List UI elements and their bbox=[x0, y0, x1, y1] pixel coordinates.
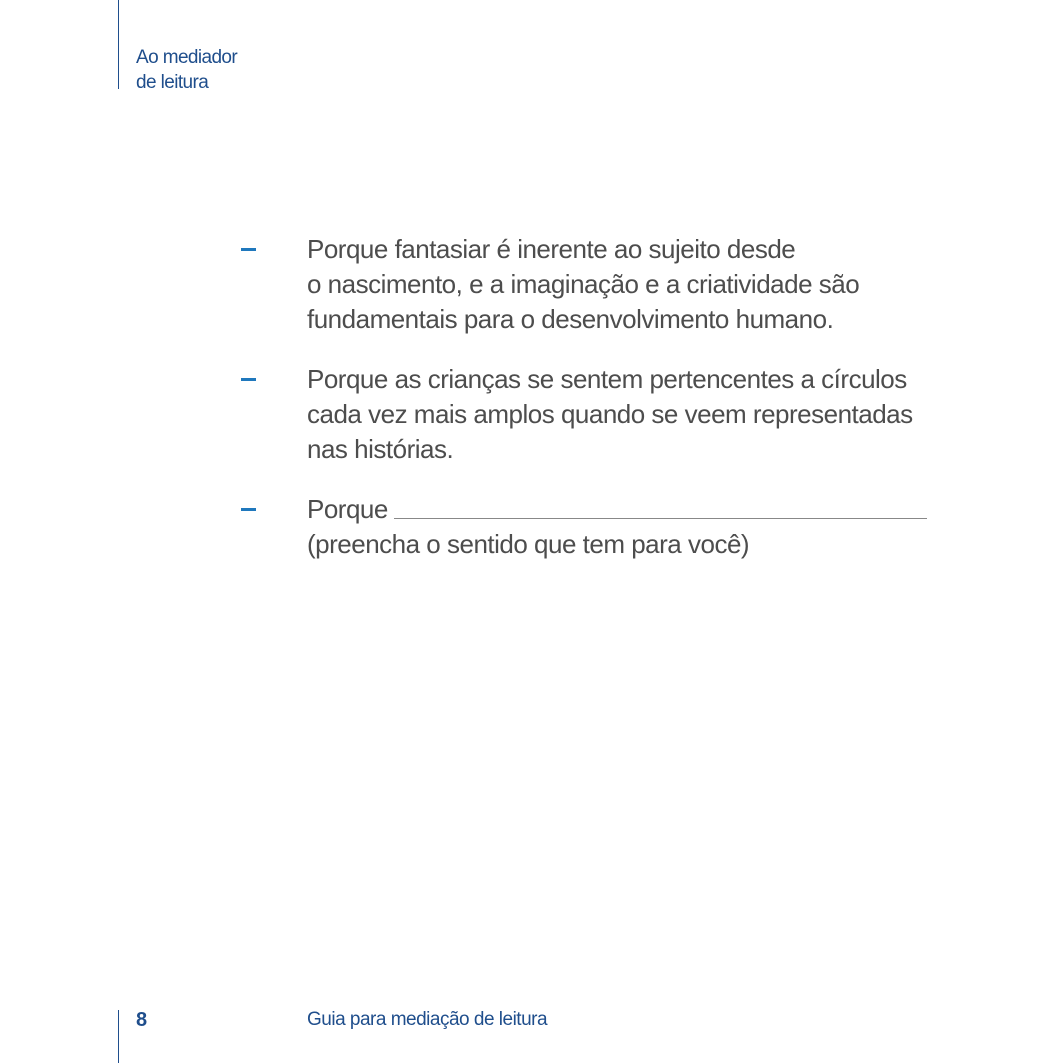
list-item-text bbox=[307, 362, 941, 467]
list-item-line: cada vez mais amplos quando se veem representadas bbox=[307, 399, 913, 429]
fill-in-blank-line bbox=[394, 518, 927, 519]
list-item-text bbox=[307, 492, 941, 562]
list-item bbox=[241, 492, 941, 562]
list-item-text bbox=[307, 232, 941, 337]
dash-bullet-icon bbox=[241, 508, 256, 511]
reasons-list bbox=[241, 232, 941, 587]
list-item-line: Porque fantasiar é inerente ao sujeito desde bbox=[307, 234, 796, 264]
list-item-line: o nascimento, e a imaginação e a criatividade são bbox=[307, 269, 860, 299]
page-number: 8 bbox=[136, 1009, 148, 1031]
footer-title: Guia para mediação de leitura bbox=[307, 1009, 548, 1030]
margin-rule-top bbox=[118, 0, 119, 89]
list-item bbox=[241, 232, 941, 337]
list-item-line: (preencha o sentido que tem para você) bbox=[307, 529, 750, 559]
list-item-line: fundamentais para o desenvolvimento humano. bbox=[307, 304, 834, 334]
list-item-line: Porque bbox=[307, 494, 388, 524]
section-label-line-1: Ao mediador bbox=[136, 47, 238, 68]
list-item-line: nas histórias. bbox=[307, 434, 454, 464]
dash-bullet-icon bbox=[241, 248, 256, 251]
section-label bbox=[136, 45, 237, 95]
dash-bullet-icon bbox=[241, 378, 256, 381]
list-item bbox=[241, 362, 941, 467]
margin-rule-bottom bbox=[118, 1010, 119, 1063]
list-item-line-with-blank bbox=[307, 492, 941, 527]
list-item-line: Porque as crianças se sentem pertencentes a círculos bbox=[307, 364, 907, 394]
section-label-line-2: de leitura bbox=[136, 72, 209, 93]
